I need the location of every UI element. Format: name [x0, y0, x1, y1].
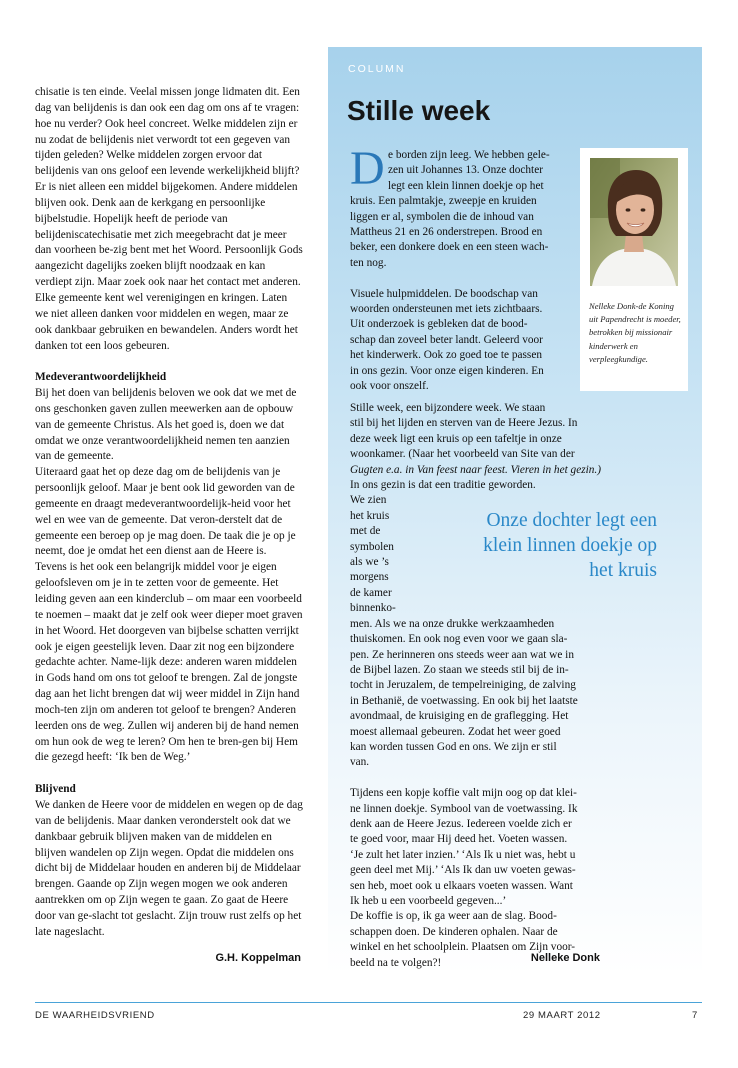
- left-author-byline: G.H. Koppelman: [215, 952, 301, 964]
- text-line: In ons gezin is dat een traditie geworden.: [350, 479, 536, 492]
- text-line: deze week ligt een kruis op een tafeltje in onze: [350, 432, 562, 445]
- text-line: sen heb, moet ook u elkaars voeten wassen. Want: [350, 879, 573, 892]
- text-line: de kamer: [350, 586, 392, 599]
- text-line: schap dan zoveel beter landt. Geleerd voor: [350, 333, 543, 346]
- text-line: kruis. Een palmtakje, zweepje en kruiden: [350, 195, 537, 208]
- text-line: men. Als we na onze drukke werkzaamheden: [350, 617, 555, 630]
- column-body-bottom: [350, 401, 604, 971]
- text-line: ‘Je zult het later inzien.’ ‘Als Ik u niet was, hebt u: [350, 848, 576, 861]
- left-paragraph: We danken de Heere voor de middelen en wegen op de dag van de belijdenis. Maar danken veronderstelt ook dat we dankbaar gebruik blijven maken van de middelen en blijven wandelen op Zijn wegen. Opdat die middelen ons dicht bij de Middelaar houden en anderen bij de Middelaar brengen. Gaande op Zijn wegen mogen we ook anderen aantrekken om op Zijn wegen te gaan. Zo gaat de Heere door van ge-slacht tot geslacht. Zijn trouw rust zelfs op het late nageslacht.: [35, 798, 303, 938]
- text-line: We zien: [350, 494, 387, 507]
- text-line: Visuele hulpmiddelen. De boodschap van: [350, 287, 538, 300]
- paragraph-visual-aids: [350, 287, 600, 395]
- text-line: legt een klein linnen doekje op het: [388, 179, 544, 192]
- text-line: Ik heb u een voorbeeld gegeven...’: [350, 894, 507, 907]
- text-line: Stille week, een bijzondere week. We staan: [350, 402, 546, 414]
- text-line: het kruis: [350, 509, 390, 522]
- section-heading-blijvend: Blijvend: [35, 783, 76, 796]
- text-line: ook voor onszelf.: [350, 380, 429, 393]
- text-line: het kinderwerk. Ook zo goed toe te passen: [350, 349, 542, 362]
- pull-quote: Onze dochter legt een klein linnen doekje op het kruis: [483, 510, 657, 581]
- text-line: de Bijbel lazen. Zo staan we steeds stil bij de in-: [350, 663, 569, 676]
- left-article-column: [35, 85, 303, 941]
- page-number: 7: [692, 1010, 698, 1021]
- text-line: kan worden tussen God en ons. We zijn er stil: [350, 740, 557, 753]
- text-line: De koffie is op, ik ga weer aan de slag. Bood-: [350, 910, 557, 923]
- drop-cap: D: [350, 142, 385, 195]
- footer-divider: [35, 1002, 702, 1003]
- left-paragraph: chisatie is ten einde. Veelal missen jonge lidmaten dit. Een dag van belijdenis is dan ook een dag om ons af te vragen: hoe nu verder? Ook heel concreet. Welke middelen zijn er nu zodat de belijdenis niet verwordt tot een gegeven van tijden geleden? Welke middelen zorgen ervoor dat belijdenis van ons geloof een levende werkelijkheid blijft? Er is niet alleen een middel bijgekomen. Andere middelen blijven ook. Denk aan de kerkgang en persoonlijke bijbelstudie. Hopelijk heeft de periode van belijdeniscatechisatie met zich meegebracht dat je meer dan voorheen be-zig bent met het Woord. Persoonlijk Gods aangezicht dagelijks zoeken blijft noodzaak en kan verdiept zijn. Maar zoek ook naar het contact met anderen. Elke gemeente kent wel verenigingen en kringen. Laten we niet alleen danken voor middelen en wegen, maar ze ook dankbaar gebruiken en bewandelen. Anders wordt het danken tot een loos gebeuren.: [35, 86, 303, 352]
- text-line: beker, een donkere doek en een steen wach-: [350, 241, 549, 254]
- column-title: Stille week: [347, 95, 491, 126]
- text-line: morgens: [350, 571, 389, 584]
- text-line: e borden zijn leeg. We hebben gele-: [388, 149, 550, 161]
- left-paragraph: Tevens is het ook een belangrijk middel voor je eigen geloofsleven om je in te zetten voor de gemeente. Het leiding geven aan een kinderclub – om maar een voorbeeld te noemen – maakt dat je zelf ook weer dieper moet graven in het Woord. Het doorgeven van bijbelse schatten verrijkt ook je eigen geestelijk leven. Daar zit nog een bijzondere gedachte achter. Name-lijk deze: anderen waren middelen in Gods hand om ons tot geloof te brengen. Zal de jongste dag aan het licht brengen dat wij weer middel in Zijn hand moch-ten zijn om anderen tot geloof te brengen? Anderen leerden ons de weg. Zullen wij anderen bij de hand nemen om hun ook de weg te leren? Om hen te bren-gen bij Hem die gezegd heeft: ‘Ik ben de Weg.’: [35, 561, 303, 764]
- text-line: stil bij het lijden en sterven van de Heere Jezus. In: [350, 417, 578, 430]
- photo-caption: Nelleke Donk-de Koning uit Papendrecht is moeder, betrokken bij missionair kinderwerk en verpleegkundige.: [589, 301, 681, 364]
- section-label: COLUMN: [348, 63, 406, 75]
- text-line: pen. Ze herinneren ons steeds weer aan wat we in: [350, 648, 574, 661]
- text-line: liggen er al, symbolen die de inhoud van: [350, 210, 534, 223]
- text-line: ne linnen doekje. Symbool van de voetwassing. Ik: [350, 802, 578, 815]
- text-line: schappen doen. De kinderen ophalen. Naar de: [350, 925, 558, 938]
- text-line: binnenko-: [350, 602, 396, 615]
- footer-publication-name: DE WAARHEIDSVRIEND: [35, 1010, 155, 1021]
- column-body-top: [350, 142, 600, 394]
- text-line: met de: [350, 525, 381, 538]
- author-portrait-photo: [590, 158, 678, 286]
- text-line: Uit onderzoek is gebleken dat de bood-: [350, 318, 528, 331]
- text-line: te goed voor, maar Hij deed het. Voeten wassen.: [350, 833, 568, 846]
- text-line: zen uit Johannes 13. Onze dochter: [388, 164, 543, 177]
- column-author-byline: Nelleke Donk: [530, 952, 600, 964]
- text-line: symbolen: [350, 540, 394, 553]
- text-line: avondmaal, de kruisiging en de graflegging. Het: [350, 710, 569, 723]
- text-line: in ons gezin. Voor onze eigen kinderen. En: [350, 364, 544, 377]
- text-line: beeld na te volgen?!: [350, 956, 442, 969]
- text-line: thuiskomen. En ook nog even voor we gaan sla-: [350, 633, 568, 646]
- text-line: moest allemaal gebeuren. Zodat het weer goed: [350, 725, 561, 738]
- section-heading-medeverantwoordelijkheid: Medeverantwoordelijkheid: [35, 371, 167, 384]
- footer-date: 29 MAART 2012: [523, 1010, 601, 1021]
- text-line: winkel en het schoolplein. Plaatsen om Zijn voor-: [350, 941, 576, 954]
- text-line: als we ’s: [350, 556, 389, 569]
- text-line: denk aan de Heere Jezus. Iedereen voelde zich er: [350, 817, 572, 830]
- text-line: tocht in Jeruzalem, de tempelreiniging, de zalving: [350, 679, 576, 692]
- intro-paragraph: [350, 142, 600, 271]
- text-line: ten nog.: [350, 256, 387, 269]
- left-paragraph: Uiteraard gaat het op deze dag om de belijdenis van je persoonlijk geloof. Maar je bent ook lid geworden van de gemeente en draagt medeverantwoordelijk-heid voor het wel en wee van de gemeente. Dat veron-derstelt dat de gemeente een beroep op je mag doen. De taak die je op je neemt, doe je omdat het een dienst aan de Heere is.: [35, 466, 296, 558]
- text-line: Mattheus 21 en 26 onderstrepen. Brood en: [350, 226, 543, 239]
- text-line: woorden ondersteunen met iets zichtbaars.: [350, 303, 543, 316]
- text-line: Gugten e.a. in Van feest naar feest. Vieren in het gezin.): [350, 463, 601, 476]
- text-line: Tijdens een kopje koffie valt mijn oog op dat klei-: [350, 787, 577, 800]
- text-line: van.: [350, 756, 370, 769]
- text-line: geen deel met Mij.’ ‘Als Ik dan uw voeten gewas-: [350, 864, 576, 877]
- text-line: in Bethanië, de voetwassing. En ook bij het laatste: [350, 694, 578, 707]
- left-paragraph: Bij het doen van belijdenis beloven we ook dat we met de ons geschonken gaven zullen meewerken aan de opbouw van de gemeente Christus. Als het goed is, doen we dat omdat we onze verantwoordelijkheid nemen ten aanzien van de gemeente.: [35, 387, 297, 463]
- text-line: woonkamer. (Naar het voorbeeld van Site van der: [350, 448, 575, 461]
